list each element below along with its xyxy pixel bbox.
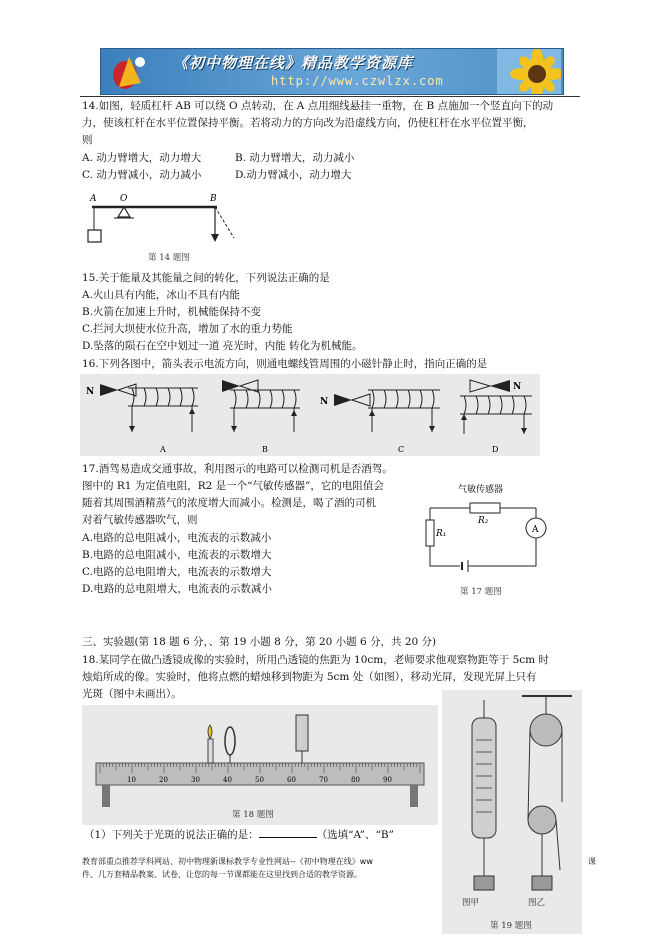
section-3-heading: 三、实验题(第 18 题 6 分，、第 19 小题 8 分，第 20 小题 6 分，共 20 分)	[82, 636, 437, 648]
q15-stem: 15.关于能量及其能量之间的转化，下列说法正确的是	[82, 272, 330, 284]
q18-caption: 第 18 题图	[232, 810, 274, 820]
ruler-tick-label: 10	[127, 776, 136, 784]
q17-r2-label: R₂	[478, 516, 489, 526]
q14-stem-line-2: 力，使该杠杆在水平位置保持平衡。若将动力的方向改为沿虚线方向，仍使杠杆在水平位置平衡，	[82, 117, 534, 129]
q16-needle-n-d: N	[513, 382, 522, 392]
q17-stem-line-4: 对着气敏传感器吹气，则	[82, 514, 198, 526]
q17-caption: 第 17 题图	[460, 587, 502, 597]
q18-sub1	[84, 826, 394, 845]
ruler-tick-label: 70	[319, 776, 328, 784]
q15-option-a: A.火山具有内能，冰山不具有内能	[82, 289, 240, 301]
q17-circuit-figure	[420, 478, 570, 583]
ruler-tick-label: 80	[351, 776, 360, 784]
banner-url[interactable]: http://www.czwlzx.com	[271, 74, 444, 88]
q14-option-d: D.动力臂减小，动力增大	[235, 169, 352, 181]
q16-figure	[80, 374, 540, 456]
q19-caption: 第 19 题图	[490, 921, 532, 931]
q17-stem-line-2: 图中的 R1 为定值电阻，R2 是一个“气敏传感器”，它的电阻值会	[82, 480, 384, 492]
footer-line-1-tail: 课	[588, 857, 596, 866]
q16-panel-c	[320, 390, 440, 454]
sunflower-icon	[497, 49, 561, 94]
q14-option-c: C. 动力臂减小，动力减小	[82, 169, 202, 181]
q15-option-b: B.火箭在加速上升时，机械能保持不变	[82, 306, 262, 318]
q16-label-a: A	[160, 445, 166, 454]
q17-ammeter-label: A	[532, 525, 539, 535]
ruler-tick-label: 60	[287, 776, 296, 784]
q18-stem-line-1: 18.某同学在做凸透镜成像的实验时，所用凸透镜的焦距为 10cm，老师要求他观察物距等于 5cm 时	[82, 654, 549, 666]
q19-label-yi: 图乙	[528, 898, 546, 908]
header-rule	[80, 96, 580, 97]
q14-label-o: O	[120, 194, 128, 204]
ruler-tick-label: 90	[383, 776, 392, 784]
q14-stem-line-3: 则	[82, 134, 93, 146]
q17-stem-line-3: 随着其周围酒精蒸气的浓度增大而减小。检测是，喝了酒的司机	[82, 497, 376, 509]
q16-panel-b	[222, 380, 300, 454]
ruler-tick-label: 40	[223, 776, 232, 784]
q17-option-a: A.电路的总电阻减小，电流表的示数减小	[82, 532, 272, 544]
q14-caption: 第 14 题图	[148, 253, 190, 263]
site-logo-icon	[111, 53, 151, 91]
q16-label-d: D	[492, 445, 499, 454]
q18-stem-line-3: 光斑（图中未画出）。	[82, 688, 182, 700]
q17-r1-label: R₁	[436, 529, 447, 539]
q19-pulley-figure	[442, 690, 582, 934]
q17-stem-line-1: 17.酒驾易造成交通事故，利用图示的电路可以检测司机是否酒驾。	[82, 463, 393, 475]
q14-lever-figure	[82, 190, 252, 250]
q14-option-b: B. 动力臂增大，动力减小	[235, 152, 355, 164]
q16-label-b: B	[262, 445, 268, 454]
q16-needle-n-a: N	[86, 387, 95, 397]
q17-option-d: D.电路的总电阻增大，电流表的示数减小	[82, 583, 272, 595]
q14-label-a: A	[90, 194, 97, 204]
footer-line-2: 件、几万套精品教案、试卷，让您的每一节课都能在这里找到合适的教学资源。	[82, 870, 362, 879]
ruler-tick-label: 50	[255, 776, 264, 784]
q18-answer-blank[interactable]	[259, 826, 317, 838]
q17-option-c: C.电路的总电阻增大，电流表的示数增大	[82, 566, 272, 578]
q18-sub1-prefix: （1）下列关于光斑的说法正确的是：	[84, 829, 259, 841]
q16-needle-n-c: N	[320, 397, 329, 407]
ruler-tick-label: 20	[159, 776, 168, 784]
q17-sensor-label: 气敏传感器	[458, 485, 504, 495]
ruler-tick-label: 30	[191, 776, 200, 784]
q14-option-a: A. 动力臂增大，动力增大	[82, 152, 202, 164]
q18-sub1-suffix: （选填“A”、“B”	[316, 829, 394, 841]
q14-stem-line-1: 14.如图，轻质杠杆 AB 可以绕 O 点转动，在 A 点用细线悬挂一重物，在 B 点施加一个竖直向下的动	[82, 100, 554, 112]
footer-line-1: 教育部重点推荐学科网站、初中物理新课标教学专业性网站--《初中物理在线》ww	[82, 857, 373, 866]
q14-label-b: B	[210, 194, 217, 204]
q17-option-b: B.电路的总电阻减小，电流表的示数增大	[82, 549, 272, 561]
q16-stem: 16.下列各图中，箭头表示电流方向，则通电螺线管周围的小磁针静止时，指向正确的是	[82, 358, 488, 370]
header-banner	[100, 48, 564, 95]
q15-option-d: D.坠落的陨石在空中划过一道 亮光时，内能 转化为机械能。	[82, 340, 363, 352]
banner-title: 《初中物理在线》精品教学资源库	[173, 54, 414, 72]
q18-stem-line-2: 烛焰所成的像。实验时，他将点燃的蜡烛移到物距为 5cm 处（如图），移动光屏，发现光屏上只有	[82, 671, 537, 683]
q15-option-c: C.拦河大坝使水位升高，增加了水的重力势能	[82, 323, 293, 335]
q16-panel-a	[86, 384, 198, 454]
q16-panel-d	[460, 380, 532, 454]
q16-label-c: C	[398, 445, 405, 454]
q19-label-jia: 图甲	[462, 898, 480, 908]
q18-optical-bench-figure	[82, 705, 438, 825]
